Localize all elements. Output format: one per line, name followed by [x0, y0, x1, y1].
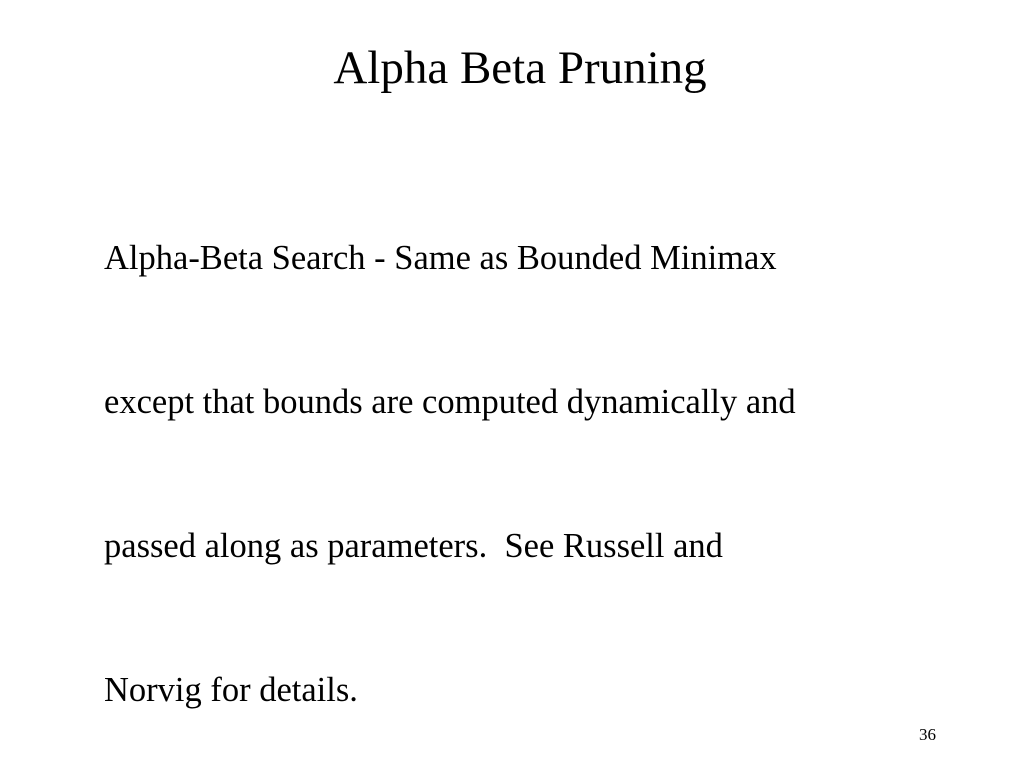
slide-number: 36 — [919, 725, 936, 744]
slide-title: Alpha Beta Pruning — [333, 42, 707, 94]
slide-body — [104, 138, 984, 768]
body-line-3: passed along as parameters. See Russell and — [104, 527, 723, 565]
body-line-4: Norvig for details. — [104, 671, 358, 709]
body-line-1: Alpha-Beta Search - Same as Bounded Minimax — [104, 239, 777, 277]
body-line-2: except that bounds are computed dynamically and — [104, 383, 796, 421]
